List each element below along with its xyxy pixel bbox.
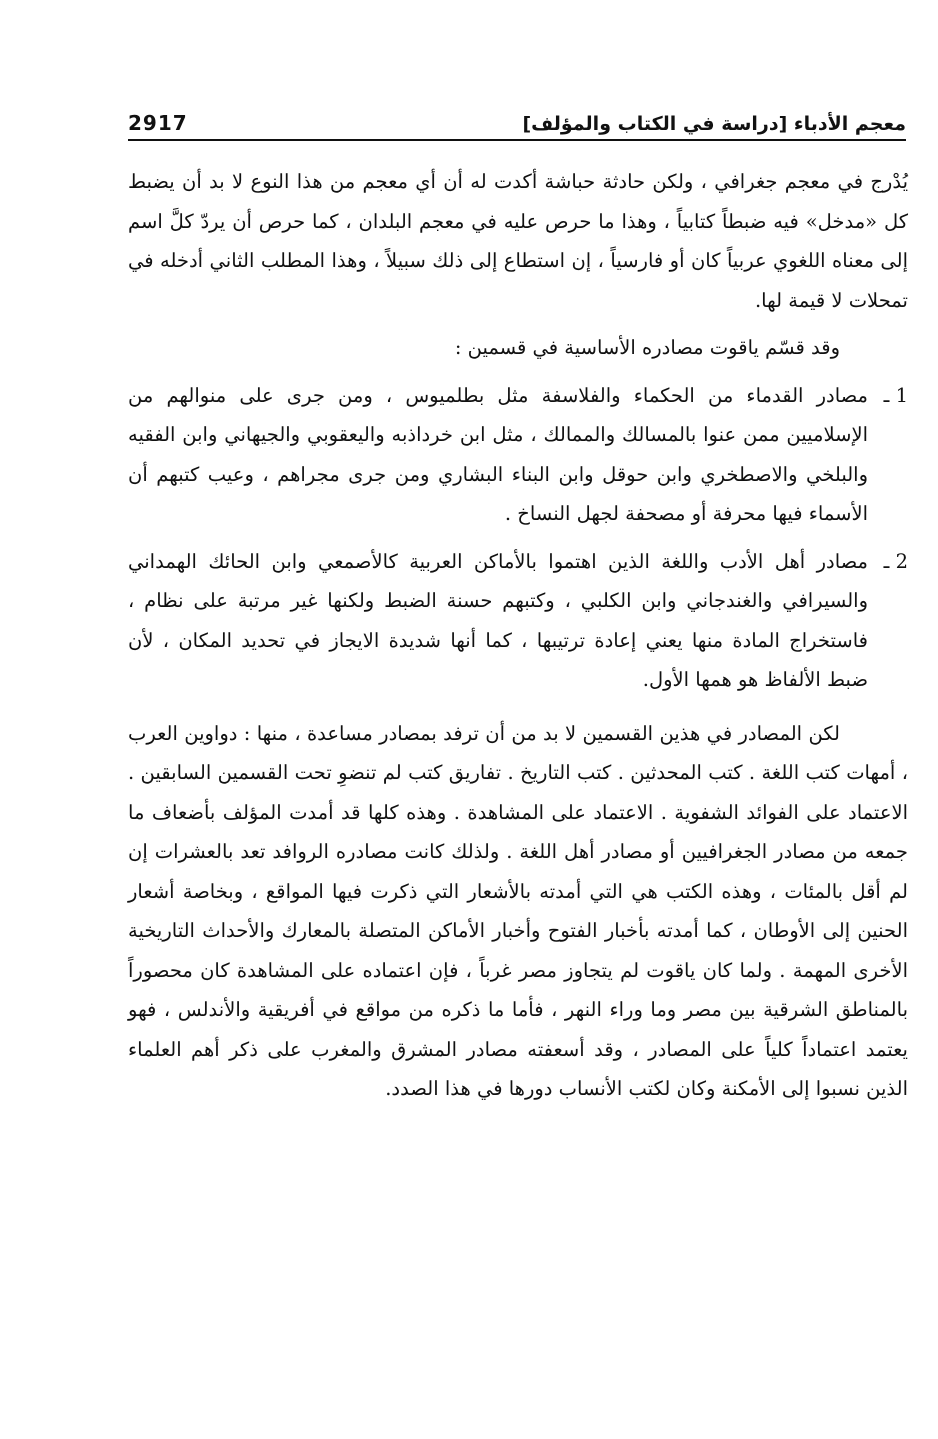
list-item-number: 2 ـ bbox=[883, 549, 908, 573]
paragraph: يُدْرج في معجم جغرافي ، ولكن حادثة حباشة أكدت له أن أي معجم من هذا النوع لا بد أن يضبط كل «مدخل» فيه ضبطاً كتابياً ، وهذا ما حرص عليه في معجم البلدان ، كما حرص أن يردّ كلَّ اسم إلى معناه اللغوي عربياً كان أو فارسياً ، إن استطاع إلى ذلك سبيلاً ، وهذا المطلب الثاني أدخله في تمحلات لا قيمة لها. bbox=[128, 170, 908, 312]
list-item bbox=[128, 376, 908, 534]
list-item-number: 1 ـ bbox=[883, 383, 908, 407]
paragraph: لكن المصادر في هذين القسمين لا بد من أن ترفد بمصادر مساعدة ، منها : دواوين العرب ، أمهات كتب اللغة . كتب المحدثين . كتب التاريخ . تفاريق كتب لم تنضوِ تحت القسمين السابقين . الاعتماد على الفوائد الشفوية . الاعتماد على المشاهدة . وهذه كلها قد أمدت المؤلف بأضعاف ما جمعه من مصادر الجغرافيين أو مصادر أهل اللغة . ولذلك كانت مصادره الروافد تعد بالعشرات إن لم أقل بالمئات ، وهذه الكتب هي التي أمدته بالأشعار التي ذكرت فيها المواقع ، وبخاصة أشعار الحنين إلى الأوطان ، كما أمدته بأخبار الفتوح وأخبار الأماكن المتصلة بالمعارك والأحداث التاريخية الأخرى المهمة . ولما كان ياقوت لم يتجاوز مصر غرباً ، فإن اعتماده على المشاهدة كان محصوراً بالمناطق الشرقية بين مصر وما وراء النهر ، فأما ما ذكره من مواقع في أفريقية والأندلس ، فهو يعتمد اعتماداً كلياً على المصادر ، وقد أسعفته مصادر المشرق والمغرب على ذكر أهم العلماء الذين نسبوا إلى الأمكنة وكان لكتب الأنساب دورها في هذا الصدد. bbox=[128, 721, 908, 1100]
running-header-title: معجم الأدباء [دراسة في الكتاب والمؤلف] bbox=[522, 113, 906, 135]
running-header bbox=[128, 101, 906, 135]
list-item bbox=[128, 542, 908, 700]
page-number: 2917 bbox=[128, 111, 188, 135]
paragraph: وقد قسّم ياقوت مصادره الأساسية في قسمين : bbox=[454, 336, 840, 359]
body-text bbox=[128, 162, 908, 1109]
header-divider bbox=[128, 139, 906, 141]
list-item-text: مصادر أهل الأدب واللغة الذين اهتموا بالأماكن العربية كالأصمعي وابن الحائك الهمداني والسيرافي والغندجاني وابن الكلبي ، وكتبهم حسنة الضبط ولكنها غير مرتبة على نظام ، فاستخراج المادة منها يعني إعادة ترتيبها ، كما أنها شديدة الايجاز في تحديد المكان ، لأن ضبط الألفاظ هو همها الأول. bbox=[128, 549, 868, 691]
list-item-text: مصادر القدماء من الحكماء والفلاسفة مثل بطلميوس ، ومن جرى على منوالهم من الإسلاميين ممن عنوا بالمسالك والممالك ، مثل ابن خرداذبه واليعقوبي والجيهاني وابن الفقيه والبلخي والاصطخري وابن حوقل وابن البناء البشاري ومن جرى مجراهم ، وعيب كتبهم أن الأسماء فيها محرفة أو مصحفة لجهل النساخ . bbox=[128, 383, 868, 525]
